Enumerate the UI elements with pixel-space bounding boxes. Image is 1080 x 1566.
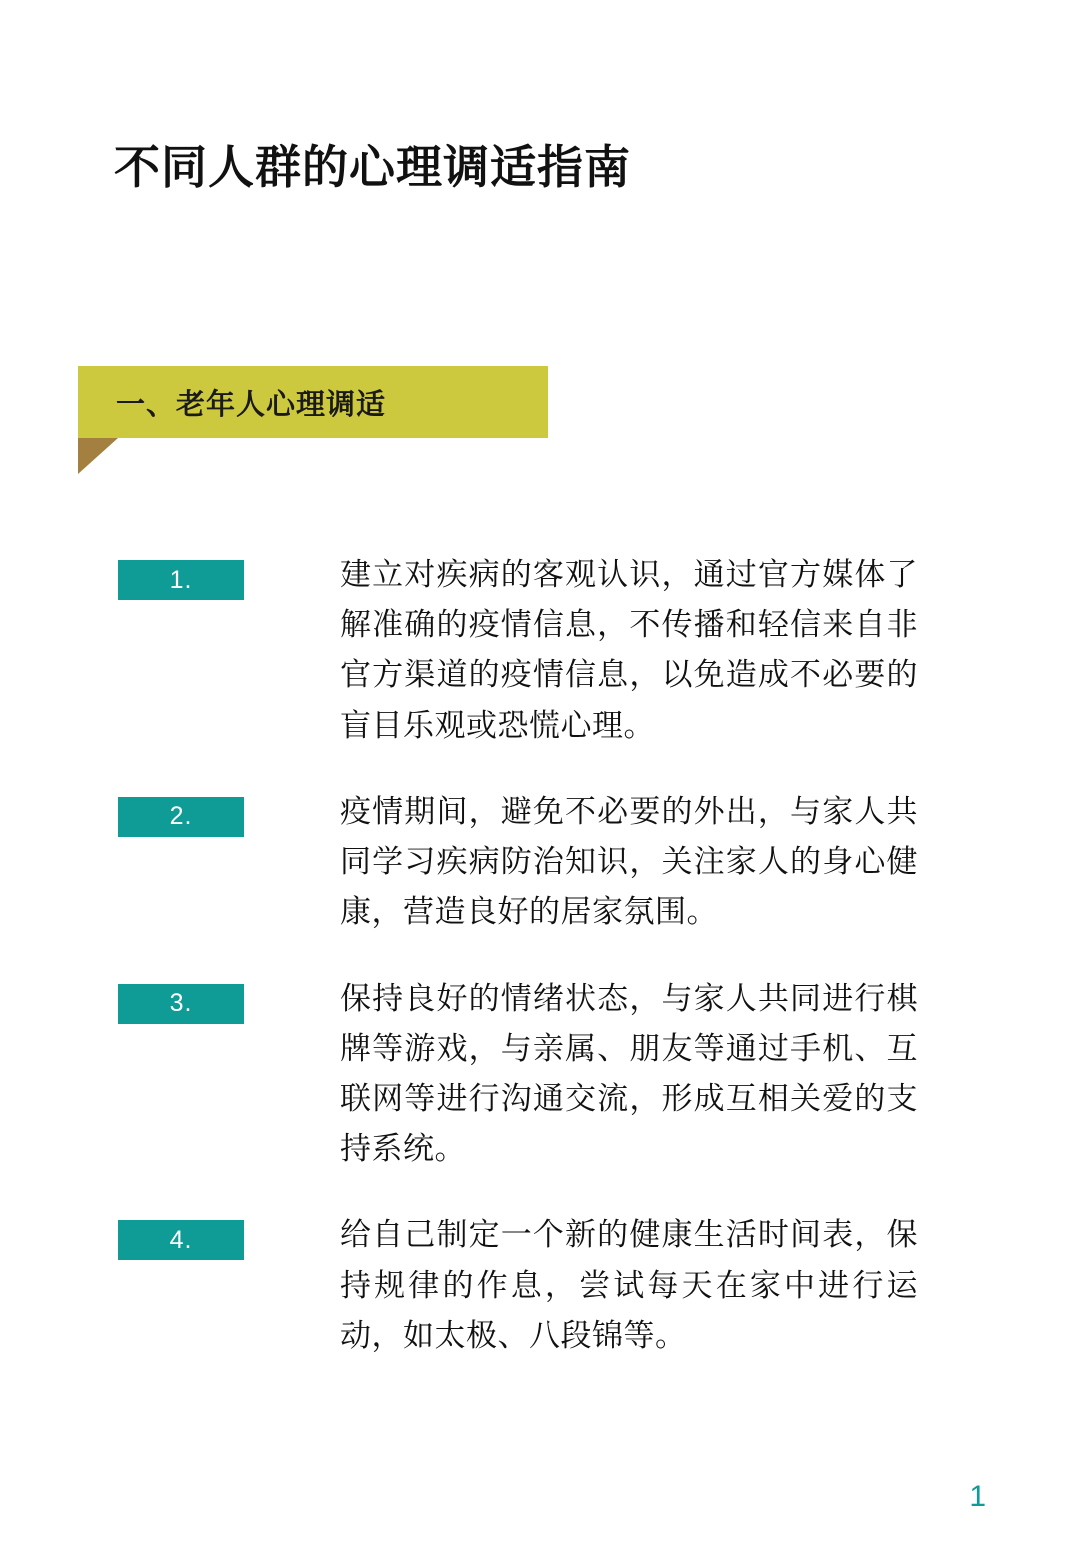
list-item-number: 4. xyxy=(118,1220,244,1260)
list-item-text: 保持良好的情绪状态，与家人共同进行棋牌等游戏，与亲属、朋友等通过手机、互联网等进行沟通交流，形成互相关爱的支持系统。 xyxy=(340,980,918,1167)
list-item-number: 1. xyxy=(118,560,244,600)
page-number: 1 xyxy=(969,1480,986,1513)
list-item xyxy=(0,793,1080,938)
list-item-text: 给自己制定一个新的健康生活时间表，保持规律的作息，尝试每天在家中进行运动，如太极、八段锦等。 xyxy=(340,1217,918,1353)
list-item-text: 疫情期间，避免不必要的外出，与家人共同学习疾病防治知识，关注家人的身心健康，营造良好的居家氛围。 xyxy=(340,793,918,930)
list-item xyxy=(0,980,1080,1175)
section-banner xyxy=(78,366,548,438)
list-item-number: 2. xyxy=(118,797,244,837)
numbered-list xyxy=(0,557,1080,1407)
page-title: 不同人群的心理调适指南 xyxy=(114,140,631,193)
section-banner-label: 一、老年人心理调适 xyxy=(116,388,387,421)
list-item-text: 建立对疾病的客观认识，通过官方媒体了解准确的疫情信息，不传播和轻信来自非官方渠道的疫情信息，以免造成不必要的盲目乐观或恐慌心理。 xyxy=(340,557,918,743)
list-item xyxy=(0,557,1080,751)
list-item-number: 3. xyxy=(118,984,244,1024)
banner-fold-decoration xyxy=(78,438,118,474)
list-item xyxy=(0,1217,1080,1361)
